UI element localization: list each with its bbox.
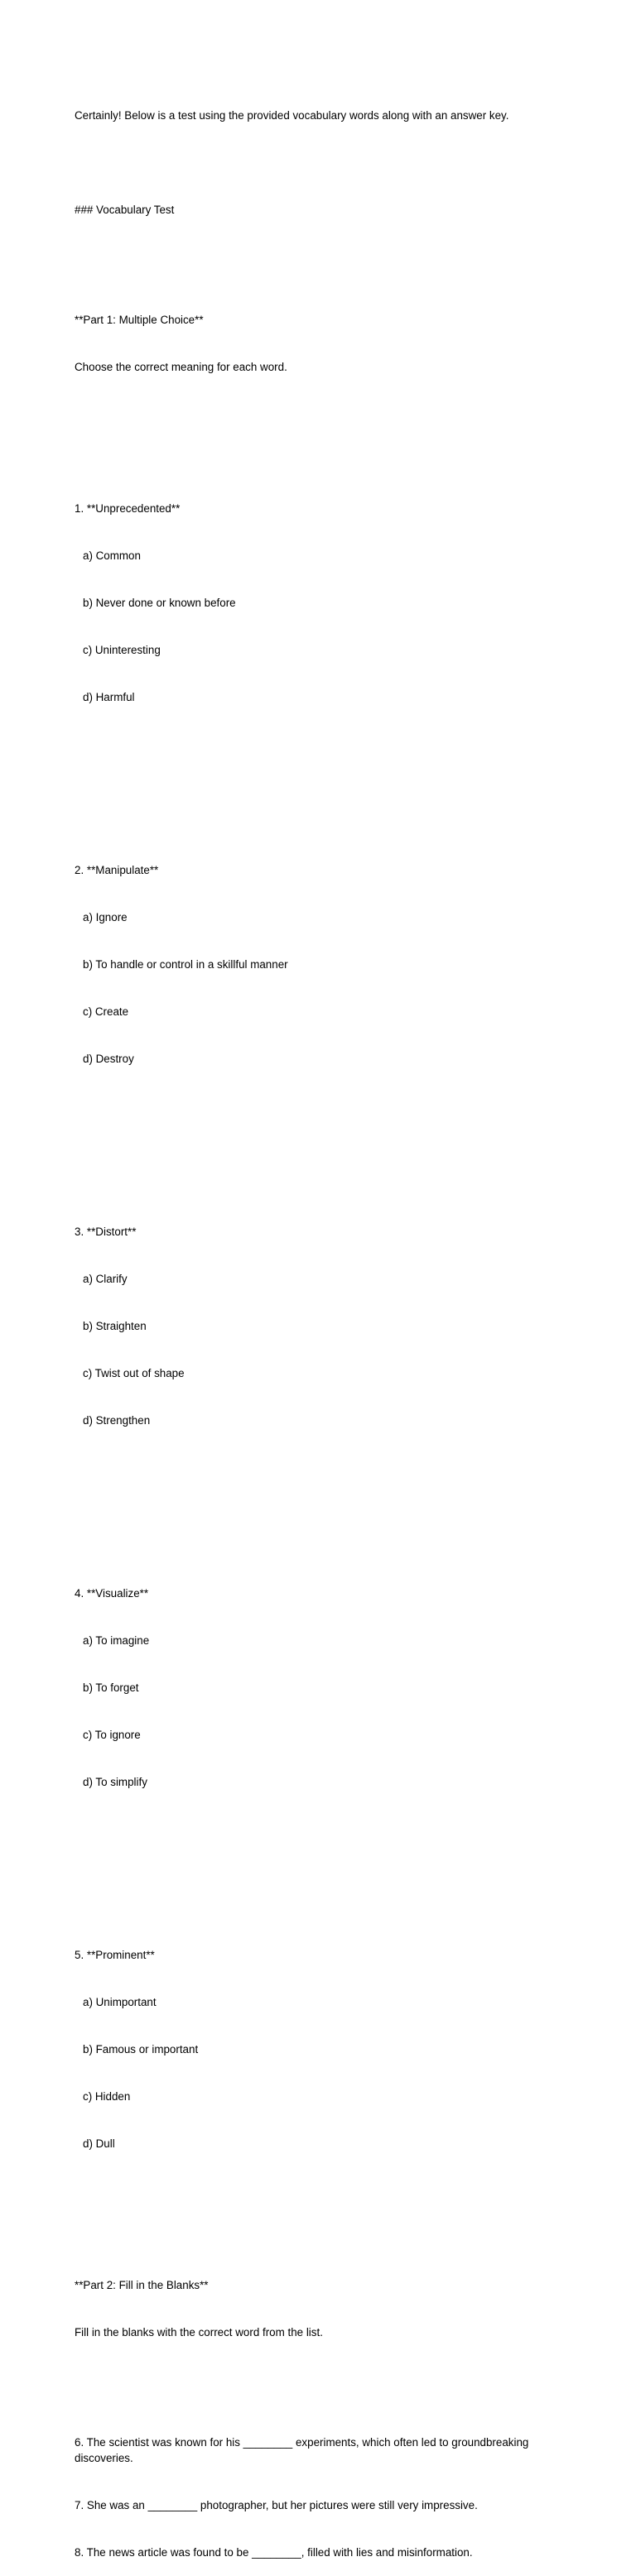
answer-option: b) Famous or important xyxy=(83,2043,199,2056)
answer-option: c) Twist out of shape xyxy=(83,1367,185,1379)
spacer xyxy=(75,406,571,422)
fill-in-sentence: 8. The news article was found to be ________, filled with lies and misinformation. xyxy=(75,2546,473,2559)
part1-title: **Part 1: Multiple Choice** xyxy=(75,314,204,326)
spacer xyxy=(75,155,571,170)
spacer xyxy=(75,1130,571,1145)
spacer xyxy=(75,2372,571,2387)
answer-option: b) To forget xyxy=(83,1681,139,1694)
answer-option: d) Destroy xyxy=(83,1053,134,1065)
answer-option: b) Straighten xyxy=(83,1320,147,1332)
part2-instruction: Fill in the blanks with the correct word from the list. xyxy=(75,2326,323,2339)
question-stem: 1. **Unprecedented** xyxy=(75,502,181,515)
document-body xyxy=(75,76,571,2576)
question-stem: 5. **Prominent** xyxy=(75,1949,155,1961)
question-2 xyxy=(75,831,571,1098)
answer-option: a) Unimportant xyxy=(83,1996,157,2008)
question-stem: 3. **Distort** xyxy=(75,1226,137,1238)
answer-option: c) Hidden xyxy=(83,2090,131,2103)
question-stem: 4. **Visualize** xyxy=(75,1587,149,1600)
answer-option: d) Harmful xyxy=(83,691,135,703)
question-3 xyxy=(75,1192,571,1460)
answer-option: d) To simplify xyxy=(83,1776,147,1788)
answer-option: a) To imagine xyxy=(83,1634,150,1647)
answer-option: d) Strengthen xyxy=(83,1414,151,1427)
spacer xyxy=(75,2214,571,2230)
intro-text: Certainly! Below is a test using the provided vocabulary words along with an answer key. xyxy=(75,109,509,122)
spacer xyxy=(75,768,571,784)
answer-option: c) Create xyxy=(83,1005,129,1018)
spacer xyxy=(75,1853,571,1868)
fill-in-sentence: 6. The scientist was known for his ________ experiments, which often led to groundbreaking discoveries. xyxy=(75,2436,532,2464)
question-1 xyxy=(75,469,571,736)
test-heading: ### Vocabulary Test xyxy=(75,204,175,216)
fill-in-sentence: 7. She was an ________ photographer, but her pictures were still very impressive. xyxy=(75,2499,478,2511)
answer-option: d) Dull xyxy=(83,2137,115,2150)
spacer xyxy=(75,1491,571,1507)
answer-option: c) Uninteresting xyxy=(83,644,161,656)
answer-option: a) Clarify xyxy=(83,1273,128,1285)
part2-title: **Part 2: Fill in the Blanks** xyxy=(75,2279,209,2291)
answer-option: b) Never done or known before xyxy=(83,597,236,609)
question-5 xyxy=(75,1916,571,2183)
answer-option: a) Common xyxy=(83,549,141,562)
part1-instruction: Choose the correct meaning for each word. xyxy=(75,361,287,373)
spacer xyxy=(75,249,571,265)
answer-option: c) To ignore xyxy=(83,1729,141,1741)
answer-option: b) To handle or control in a skillful manner xyxy=(83,958,288,971)
question-stem: 2. **Manipulate** xyxy=(75,864,159,876)
question-4 xyxy=(75,1554,571,1821)
answer-option: a) Ignore xyxy=(83,911,128,923)
